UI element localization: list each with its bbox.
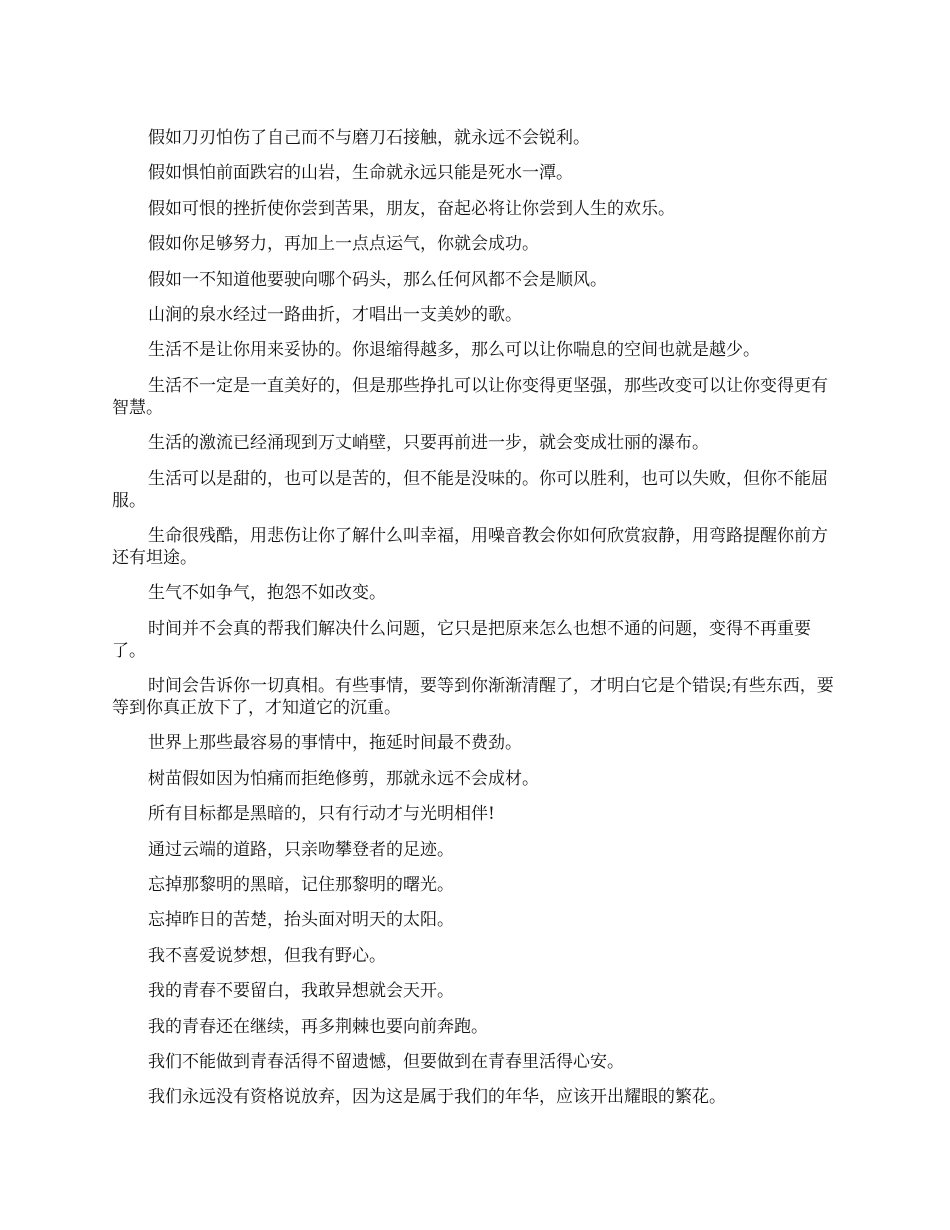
- paragraph: 生活不是让你用来妥协的。你退缩得越多，那么可以让你喘息的空间也就是越少。: [148, 340, 760, 361]
- paragraph: 忘掉那黎明的黑暗，记住那黎明的曙光。: [148, 875, 454, 896]
- paragraph: 生活不一定是一直美好的，但是那些挣扎可以让你变得更坚强，那些改变可以让你变得更有智慧。: [112, 375, 828, 418]
- paragraph: 时间并不会真的帮我们解决什么问题，它只是把原来怎么也想不通的问题，变得不再重要了。: [112, 618, 811, 661]
- paragraph: 通过云端的道路，只亲吻攀登者的足迹。: [148, 839, 454, 860]
- paragraph: 我们不能做到青春活得不留遗憾，但要做到在青春里活得心安。: [148, 1051, 624, 1072]
- paragraph: 生活的激流已经涌现到万丈峭壁，只要再前进一步，就会变成壮丽的瀑布。: [148, 433, 709, 454]
- paragraph: 我的青春不要留白，我敢异想就会天开。: [148, 981, 454, 1002]
- paragraph: 假如刀刃怕伤了自己而不与磨刀石接触，就永远不会锐利。: [148, 128, 590, 148]
- paragraph: 假如可恨的挫折使你尝到苦果，朋友，奋起必将让你尝到人生的欢乐。: [148, 198, 675, 219]
- paragraph: 生气不如争气，抱怨不如改变。: [148, 583, 386, 604]
- paragraph: 假如你足够努力，再加上一点点运气，你就会成功。: [148, 234, 539, 255]
- paragraph: 所有目标都是黑暗的，只有行动才与光明相伴!: [148, 804, 495, 825]
- paragraph: 我的青春还在继续，再多荆棘也要向前奔跑。: [148, 1016, 488, 1037]
- paragraph: 忘掉昨日的苦楚，抬头面对明天的太阳。: [148, 910, 454, 931]
- paragraph: 假如一不知道他要驶向哪个码头，那么任何风都不会是顺风。: [148, 269, 607, 290]
- paragraph: 生命很残酷，用悲伤让你了解什么叫幸福，用噪音教会你如何欣赏寂静，用弯路提醒你前方还有坦途。: [112, 525, 828, 568]
- paragraph: 世界上那些最容易的事情中，拖延时间最不费劲。: [148, 733, 522, 754]
- paragraph: 我们永远没有资格说放弃，因为这是属于我们的年华，应该开出耀眼的繁花。: [148, 1087, 726, 1108]
- paragraph: 我不喜爱说梦想，但我有野心。: [148, 945, 386, 966]
- document-body: [112, 127, 840, 1122]
- paragraph: 时间会告诉你一切真相。有些事情，要等到你渐渐清醒了，才明白它是个错误;有些东西，要等到你真正放下了，才知道它的沉重。: [112, 676, 834, 719]
- paragraph: 生活可以是甜的，也可以是苦的，但不能是没味的。你可以胜利，也可以失败，但你不能屈服。: [112, 468, 828, 511]
- paragraph: 山涧的泉水经过一路曲折，才唱出一支美妙的歌。: [148, 304, 522, 325]
- paragraph: 假如惧怕前面跌宕的山岩，生命就永远只能是死水一潭。: [148, 163, 573, 184]
- paragraph: 树苗假如因为怕痛而拒绝修剪，那就永远不会成材。: [148, 768, 539, 789]
